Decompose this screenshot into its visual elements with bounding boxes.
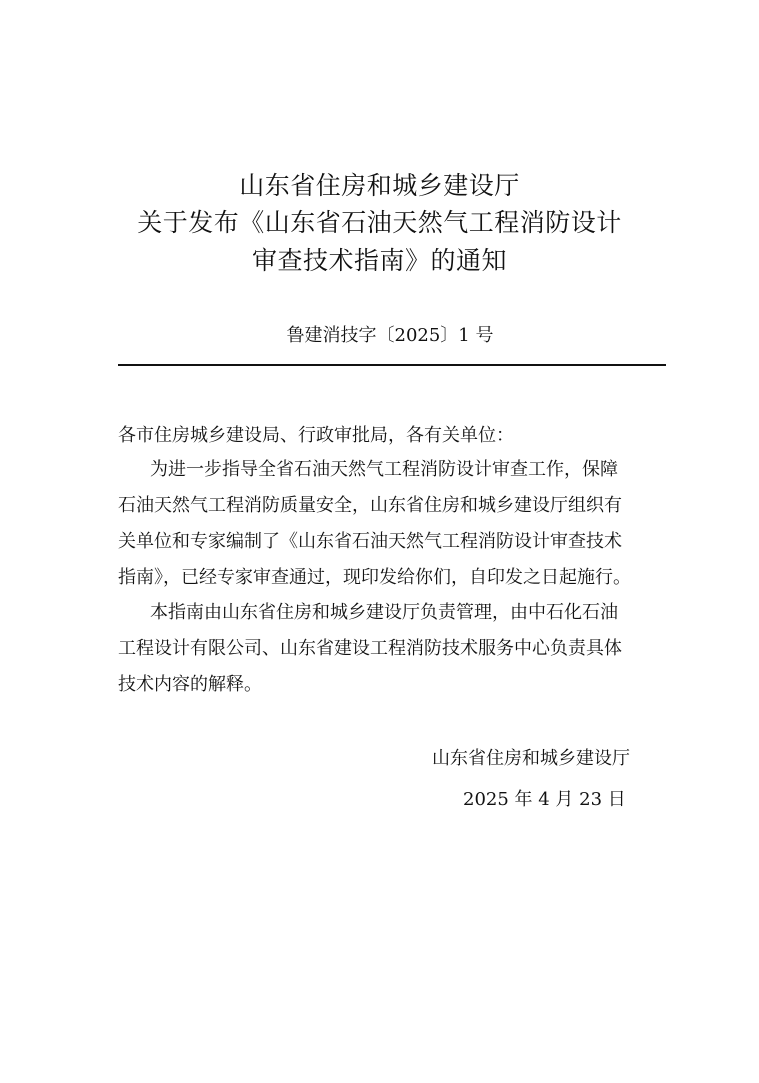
- title-line-3: 审查技术指南》的通知: [251, 246, 507, 275]
- title-line-1: 山东省住房和城乡建设厅: [239, 171, 520, 200]
- paragraph-2-line: 工程设计有限公司、山东省建设工程消防技术服务中心负责具体: [118, 638, 622, 659]
- paragraph-2: [118, 595, 668, 703]
- header-divider: [118, 364, 666, 366]
- paragraph-1-line: 石油天然气工程消防质量安全，山东省住房和城乡建设厅组织有: [118, 495, 622, 516]
- paragraph-1-line: 为进一步指导全省石油天然气工程消防设计审查工作，保障: [150, 459, 618, 480]
- title-line-2: 关于发布《山东省石油天然气工程消防设计: [137, 208, 622, 237]
- paragraph-2-line: 本指南由山东省住房和城乡建设厅负责管理，由中石化石油: [150, 602, 618, 623]
- addressee: 各市住房城乡建设局、行政审批局，各有关单位：: [118, 425, 514, 446]
- signature-date: 2025 年 4 月 23 日: [463, 789, 626, 810]
- paragraph-1: [118, 452, 668, 596]
- signature-organization: 山东省住房和城乡建设厅: [432, 748, 630, 769]
- paragraph-2-line: 技术内容的解释。: [118, 674, 262, 695]
- document-number: 鲁建消技字〔2025〕1 号: [286, 325, 494, 346]
- paragraph-1-line: 关单位和专家编制了《山东省石油天然气工程消防设计审查技术: [118, 531, 622, 552]
- paragraph-1-line: 指南》，已经专家审查通过，现印发给你们，自印发之日起施行。: [118, 567, 631, 588]
